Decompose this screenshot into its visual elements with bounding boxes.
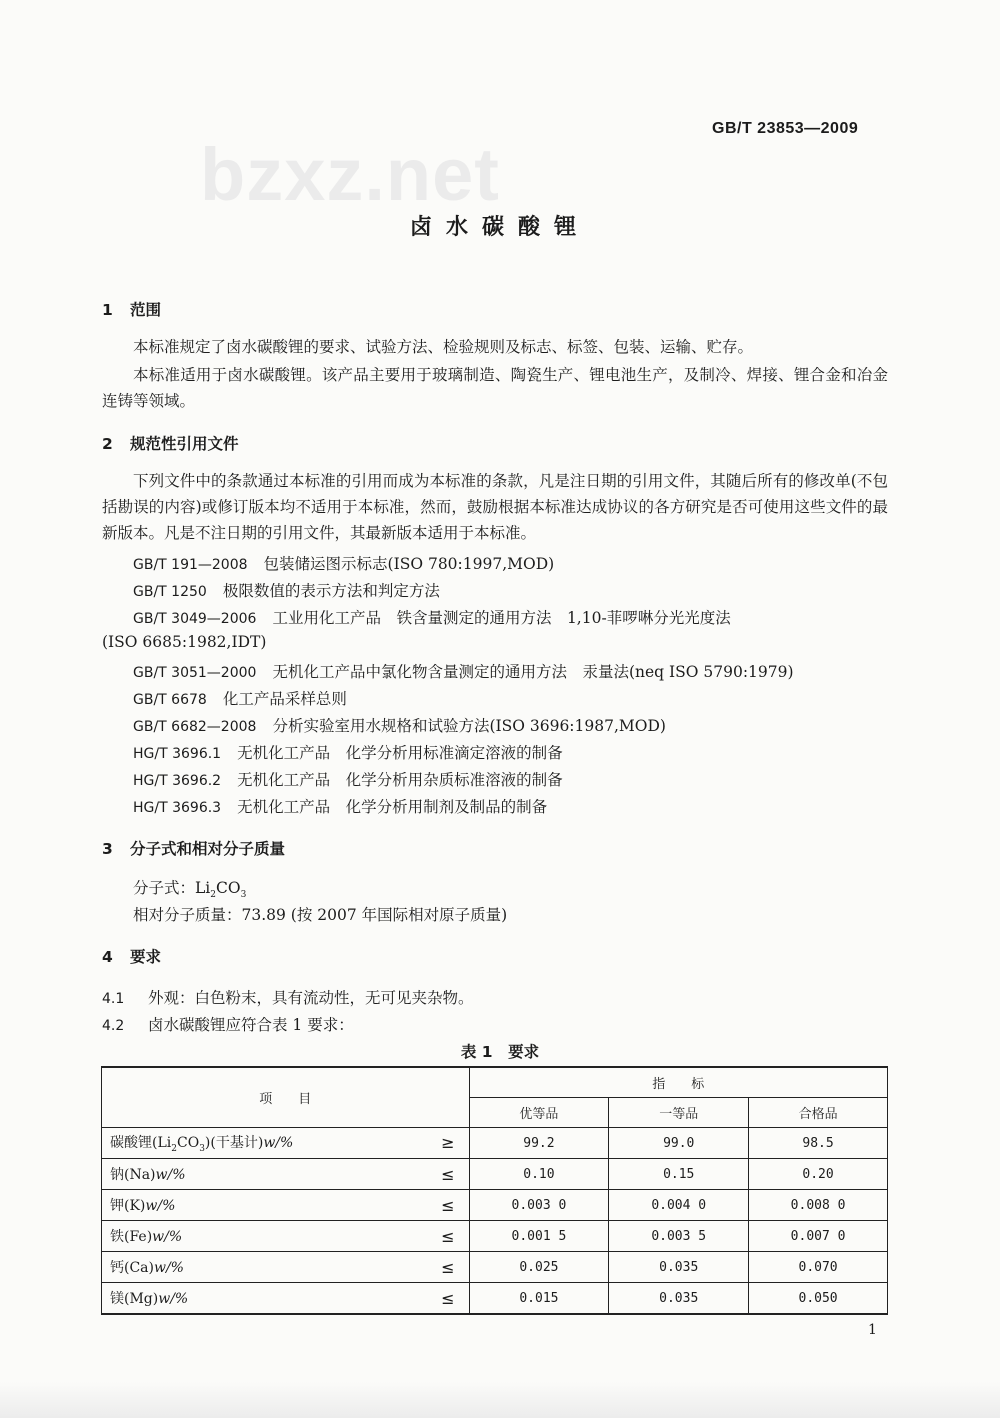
- section-title: 规范性引用文件: [130, 435, 239, 453]
- reference-item: [133, 714, 666, 736]
- reference-code: HG/T 3696.2: [133, 773, 222, 789]
- clause-text: 卤水碳酸锂应符合表 1 要求：: [148, 1016, 354, 1034]
- item-cell: [102, 1190, 470, 1221]
- value-cell: 0.004 0: [609, 1190, 749, 1221]
- requirements-table: [101, 1066, 888, 1315]
- grade-header: 合格品: [749, 1098, 888, 1128]
- reference-code: GB/T 1250: [133, 584, 207, 600]
- item-name-part: 碳酸锂(Li: [110, 1135, 172, 1152]
- scope-paragraph-1: 本标准规定了卤水碳酸锂的要求、试验方法、检验规则及标志、标签、包装、运输、贮存。: [133, 338, 754, 356]
- section-number: 3: [102, 840, 113, 858]
- value-cell: 0.008 0: [749, 1190, 888, 1221]
- reference-item: [133, 741, 563, 763]
- reference-title: 分析实验室用水规格和试验方法(ISO 3696:1987,MOD): [272, 717, 666, 735]
- reference-title: 化工产品采样总则: [222, 690, 347, 708]
- reference-title: 无机化工产品 化学分析用标准滴定溶液的制备: [237, 744, 563, 762]
- item-unit: w/%: [155, 1167, 186, 1183]
- section-number: 2: [102, 435, 113, 453]
- reference-item: [133, 687, 347, 709]
- item-name: [110, 1288, 188, 1308]
- reference-title: 工业用化工产品 铁含量测定的通用方法 1,10-菲啰啉分光光度法: [272, 609, 731, 627]
- clause-4-2: [102, 1013, 354, 1035]
- reference-item: [133, 579, 440, 601]
- column-header-item: 项 目: [102, 1067, 470, 1128]
- section-title: 分子式和相对分子质量: [130, 840, 286, 858]
- item-subscript: 2: [171, 1143, 177, 1154]
- formula-label: 分子式：Li: [133, 879, 211, 897]
- reference-item: [133, 660, 794, 682]
- item-unit: w/%: [263, 1135, 294, 1152]
- section-3-heading: [102, 837, 285, 859]
- clause-number: 4.2: [102, 1018, 125, 1034]
- clause-4-1: [102, 986, 474, 1008]
- item-cell: [102, 1283, 470, 1315]
- value-cell: 0.003 5: [609, 1221, 749, 1252]
- table-row: [102, 1252, 888, 1283]
- item-cell: [102, 1159, 470, 1190]
- section-number: 4: [102, 948, 113, 966]
- item-name-part: 钾(K): [110, 1198, 146, 1214]
- item-subscript: 3: [199, 1143, 205, 1154]
- page-bottom-edge: [0, 1382, 1000, 1418]
- item-name: [110, 1132, 293, 1154]
- molecular-mass: 相对分子质量：73.89 (按 2007 年国际相对原子质量): [133, 906, 508, 924]
- document-number: GB/T 23853—2009: [712, 120, 859, 137]
- reference-code: GB/T 3051—2000: [133, 665, 257, 681]
- value-cell: 98.5: [749, 1128, 888, 1159]
- reference-code: GB/T 191—2008: [133, 557, 248, 573]
- reference-code: HG/T 3696.3: [133, 800, 222, 816]
- reference-title: 无机化工产品 化学分析用杂质标准溶液的制备: [237, 771, 563, 789]
- item-name-part: 钙(Ca): [110, 1260, 154, 1276]
- value-cell: 0.15: [609, 1159, 749, 1190]
- column-header-index: 指 标: [469, 1067, 887, 1098]
- section-4-heading: [102, 945, 161, 967]
- item-name-part: )(干基计): [204, 1135, 264, 1152]
- value-cell: 0.001 5: [469, 1221, 609, 1252]
- grade-header: 一等品: [609, 1098, 749, 1128]
- item-name: [110, 1164, 186, 1184]
- item-name: [110, 1226, 182, 1246]
- clause-number: 4.1: [102, 991, 125, 1007]
- value-cell: 0.015: [469, 1283, 609, 1315]
- value-cell: 0.007 0: [749, 1221, 888, 1252]
- reference-item: [133, 606, 731, 628]
- formula-subscript: 2: [210, 890, 216, 901]
- value-cell: 99.0: [609, 1128, 749, 1159]
- comparison-symbol: ≥: [441, 1133, 455, 1153]
- value-cell: 0.035: [609, 1252, 749, 1283]
- molecular-formula: [133, 876, 246, 900]
- value-cell: 0.20: [749, 1159, 888, 1190]
- value-cell: 0.10: [469, 1159, 609, 1190]
- item-name-part: CO: [176, 1135, 200, 1152]
- reference-title: 包装储运图示标志(ISO 780:1997,MOD): [263, 555, 555, 573]
- reference-item: [133, 768, 563, 790]
- comparison-symbol: ≤: [441, 1164, 455, 1184]
- item-name-part: 铁(Fe): [110, 1229, 153, 1245]
- table-row: [102, 1283, 888, 1315]
- item-unit: w/%: [158, 1291, 189, 1307]
- item-cell: [102, 1221, 470, 1252]
- table-row: [102, 1159, 888, 1190]
- value-cell: 0.003 0: [469, 1190, 609, 1221]
- grade-header: 优等品: [469, 1098, 609, 1128]
- formula-subscript: 3: [240, 890, 247, 901]
- comparison-symbol: ≤: [441, 1195, 455, 1215]
- comparison-symbol: ≤: [441, 1288, 455, 1308]
- references-intro: 下列文件中的条款通过本标准的引用而成为本标准的条款，凡是注日期的引用文件，其随后所有的修改单(不包括勘误的内容)或修订版本均不适用于本标准，然而，鼓励根据本标准达成协议的各方研究是否可使用这些文件的最新版本。凡是不注日期的引用文件，其最新版本适用于本标准。: [102, 472, 888, 542]
- table-caption: 表 1 要求: [460, 1043, 540, 1061]
- reference-title: 极限数值的表示方法和判定方法: [222, 582, 440, 600]
- item-name: [110, 1195, 175, 1215]
- value-cell: 99.2: [469, 1128, 609, 1159]
- scope-paragraph-2: 本标准适用于卤水碳酸锂。该产品主要用于玻璃制造、陶瓷生产、锂电池生产，及制冷、焊接、锂合金和冶金连铸等领域。: [102, 366, 888, 410]
- reference-title: 无机化工产品中氯化物含量测定的通用方法 汞量法(neq ISO 5790:1979): [272, 663, 794, 681]
- reference-code: GB/T 3049—2006: [133, 611, 257, 627]
- reference-code: GB/T 6678: [133, 692, 207, 708]
- reference-code: HG/T 3696.1: [133, 746, 222, 762]
- item-cell: [102, 1128, 470, 1159]
- section-number: 1: [102, 301, 113, 319]
- section-title: 要求: [130, 948, 162, 966]
- comparison-symbol: ≤: [441, 1226, 455, 1246]
- item-unit: w/%: [152, 1229, 183, 1245]
- item-cell: [102, 1252, 470, 1283]
- section-title: 范围: [130, 301, 162, 319]
- value-cell: 0.025: [469, 1252, 609, 1283]
- reference-item: [133, 552, 554, 574]
- reference-title: 无机化工产品 化学分析用制剂及制品的制备: [237, 798, 548, 816]
- section-1-heading: [102, 298, 161, 320]
- reference-code: GB/T 6682—2008: [133, 719, 257, 735]
- value-cell: 0.050: [749, 1283, 888, 1315]
- table-row: [102, 1128, 888, 1159]
- watermark: bzxz.net: [200, 133, 500, 216]
- table-row: [102, 1190, 888, 1221]
- formula-part: CO: [216, 879, 241, 897]
- reference-continuation: (ISO 6685:1982,IDT): [102, 633, 267, 651]
- document-title: 卤水碳酸锂: [409, 214, 590, 240]
- item-name-part: 镁(Mg): [110, 1291, 159, 1307]
- comparison-symbol: ≤: [441, 1257, 455, 1277]
- item-name: [110, 1257, 184, 1277]
- value-cell: 0.035: [609, 1283, 749, 1315]
- table-row: [102, 1221, 888, 1252]
- value-cell: 0.070: [749, 1252, 888, 1283]
- reference-item: [133, 795, 547, 817]
- section-2-heading: [102, 432, 239, 454]
- page-number: 1: [868, 1322, 877, 1338]
- item-unit: w/%: [145, 1198, 176, 1214]
- item-unit: w/%: [153, 1260, 184, 1276]
- clause-text: 外观：白色粉末，具有流动性，无可见夹杂物。: [148, 989, 474, 1007]
- item-name-part: 钠(Na): [110, 1167, 156, 1183]
